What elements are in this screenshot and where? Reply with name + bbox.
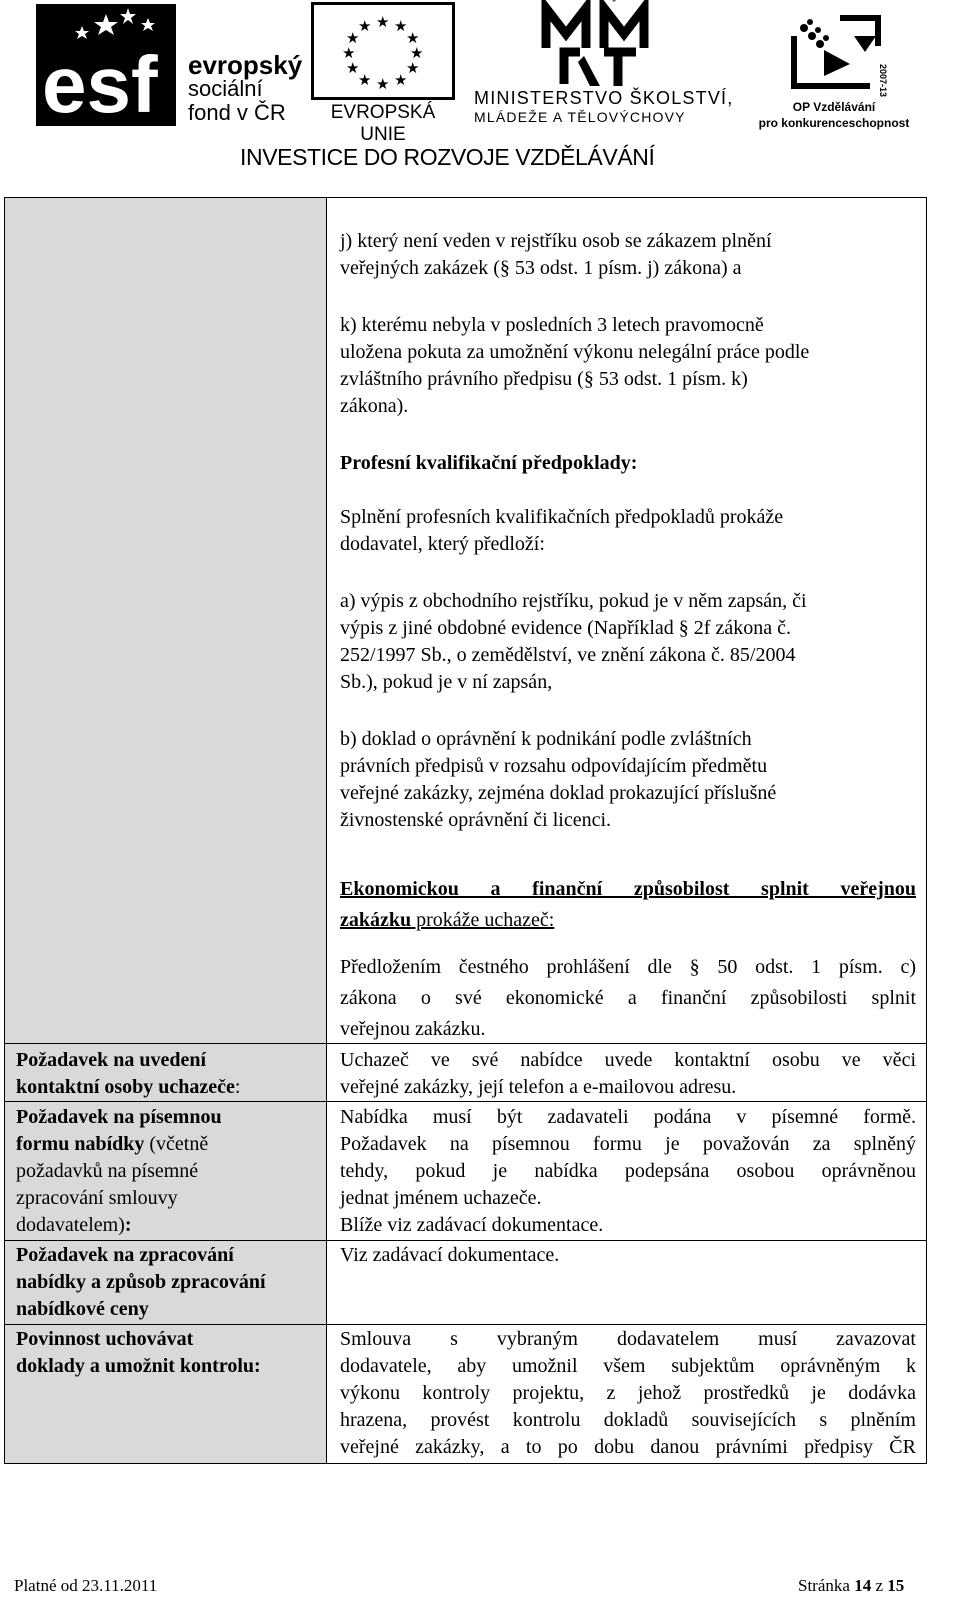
contact-text-line: veřejné zakázky, její telefon a e-mailovou adresu.	[340, 1076, 737, 1098]
item-b-line: veřejné zakázky, zejména doklad prokazující příslušné	[340, 782, 777, 804]
clause-j-line: j) který není veden v rejstříku osob se zákazem plnění	[340, 230, 772, 252]
written-form-line: Požadavek na písemnou formu je považován za splněný	[340, 1133, 916, 1155]
footer-valid-from: Platné od 23.11.2011	[14, 1576, 158, 1595]
svg-text:★: ★	[376, 15, 390, 31]
eu-logo	[308, 2, 458, 145]
declaration-line: veřejnou zakázku.	[340, 1018, 486, 1040]
label-contact-person: Požadavek na uvedení	[16, 1049, 207, 1071]
logo-header	[0, 0, 960, 170]
row-divider	[4, 1240, 927, 1241]
contract-line: dodavatele, aby umožnil všem subjektům oprávněným k	[340, 1355, 916, 1377]
written-form-line: tehdy, pokud je nabídka podepsána osobou oprávněnou	[340, 1160, 916, 1182]
clause-k-line: zákona).	[340, 395, 409, 417]
op-logo	[744, 6, 924, 130]
tagline: INVESTICE DO ROZVOJE VZDĚLÁVÁNÍ	[240, 144, 655, 170]
msmt-mark-icon	[540, 0, 660, 90]
clause-k-line: uložena pokuta za umožnění výkonu nelegální práce podle	[340, 341, 810, 363]
label-processing: Požadavek na zpracování	[16, 1244, 234, 1266]
op-mark-icon	[780, 6, 890, 98]
label-retention-cont: doklady a umožnit kontrolu:	[16, 1355, 261, 1377]
label-processing-cont: nabídkové ceny	[16, 1298, 149, 1320]
contract-line: hrazena, provést kontrolu dokladů souvisejících s plněním	[340, 1409, 916, 1431]
svg-text:★: ★	[406, 61, 420, 77]
written-form-line: Blíže viz zadávací dokumentace.	[340, 1214, 604, 1236]
label-written-form-cont: zpracování smlouvy	[16, 1187, 178, 1209]
esf-wordmark: evropský sociální fond v ČR	[188, 50, 303, 125]
svg-text:★: ★	[358, 19, 372, 35]
written-form-line: jednat jménem uchazeče.	[340, 1187, 542, 1209]
svg-text:★: ★	[410, 46, 424, 62]
label-written-form: Požadavek na písemnou	[16, 1106, 222, 1128]
eu-label: EVROPSKÁ UNIE	[330, 102, 436, 145]
contract-line: Smlouva s vybraným dodavatelem musí zavazovat	[340, 1328, 916, 1350]
msmt-line-1: MINISTERSTVO ŠKOLSTVÍ,	[474, 88, 734, 108]
esf-logo	[36, 4, 176, 126]
eu-flag-icon	[311, 2, 455, 100]
item-a-line: Sb.), pokud je v ní zapsán,	[340, 671, 553, 693]
svg-text:★: ★	[394, 73, 408, 89]
svg-text:ˇ: ˇ	[612, 0, 616, 11]
economic-heading-cont: zakázku prokáže uchazeč:	[340, 909, 555, 931]
msmt-logo	[474, 0, 734, 130]
op-line-1: OP Vzdělávání	[792, 100, 876, 114]
label-written-form-cont: dodavatelem):	[16, 1214, 132, 1236]
paragraph-line: Splnění profesních kvalifikačních předpokladů prokáže	[340, 506, 784, 528]
declaration-line: zákona o své ekonomické a finanční způsobilosti splnit	[340, 987, 916, 1009]
contact-text-line: Uchazeč ve své nabídce uvede kontaktní osobu ve věci	[340, 1049, 916, 1071]
item-a-line: 252/1997 Sb., o zemědělství, ve znění zákona č. 85/2004	[340, 644, 796, 666]
label-processing-cont: nabídky a způsob zpracování	[16, 1271, 266, 1293]
msmt-line-2: MLÁDEŽE A TĚLOVÝCHOVY	[474, 109, 686, 125]
svg-text:★: ★	[346, 61, 360, 77]
label-contact-person-cont: kontaktní osoby uchazeče:	[16, 1076, 241, 1098]
item-a-line: výpis z jiné obdobné evidence (Například § 2f zákona č.	[340, 617, 791, 639]
paragraph-line: dodavatel, který předloží:	[340, 533, 545, 555]
row-divider	[4, 1324, 927, 1325]
label-written-form-cont: požadavků na písemné	[16, 1160, 199, 1182]
footer-page-number: Stránka 14 z 15	[798, 1576, 905, 1595]
svg-text:★: ★	[394, 19, 408, 35]
svg-text:2007-13: 2007-13	[878, 64, 888, 98]
declaration-line: Předložením čestného prohlášení dle § 50 odst. 1 písm. c)	[340, 956, 916, 978]
clause-j-line: veřejných zakázek (§ 53 odst. 1 písm. j) zákona) a	[340, 257, 742, 279]
economic-heading: Ekonomickou a finanční způsobilost splnit veřejnou	[340, 878, 916, 900]
written-form-line: Nabídka musí být zadavateli podána v písemné formě.	[340, 1106, 916, 1128]
svg-text:★: ★	[376, 77, 390, 93]
svg-text:★: ★	[346, 31, 360, 47]
label-retention: Povinnost uchovávat	[16, 1328, 194, 1350]
clause-k-line: k) kterému nebyla v posledních 3 letech pravomocně	[340, 314, 764, 336]
item-a-line: a) výpis z obchodního rejstříku, pokud je v něm zapsán, či	[340, 590, 807, 612]
item-b-line: právních předpisů v rozsahu odpovídajícím předmětu	[340, 755, 768, 777]
svg-text:★: ★	[342, 46, 356, 62]
contract-line: veřejné zakázky, a to po dobu danou právními předpisy ČR	[340, 1436, 916, 1458]
item-b-line: b) doklad o oprávnění k podnikání podle zvláštních	[340, 728, 752, 750]
label-written-form-cont: formu nabídky (včetně	[16, 1133, 209, 1155]
column-divider	[326, 197, 327, 1464]
section-heading: Profesní kvalifikační předpoklady:	[340, 452, 638, 474]
contract-line: výkonu kontroly projektu, z jehož prostředků je dodávka	[340, 1382, 916, 1404]
svg-text:esf: esf	[42, 40, 158, 126]
op-line-2: pro konkurenceschopnost	[758, 116, 910, 130]
svg-text:★: ★	[406, 31, 420, 47]
item-b-line: živnostenské oprávnění či licenci.	[340, 809, 612, 831]
processing-text: Viz zadávací dokumentace.	[340, 1244, 560, 1266]
clause-k-line: zvláštního právního předpisu (§ 53 odst. 1 písm. k)	[340, 368, 748, 390]
svg-text:★: ★	[358, 73, 372, 89]
